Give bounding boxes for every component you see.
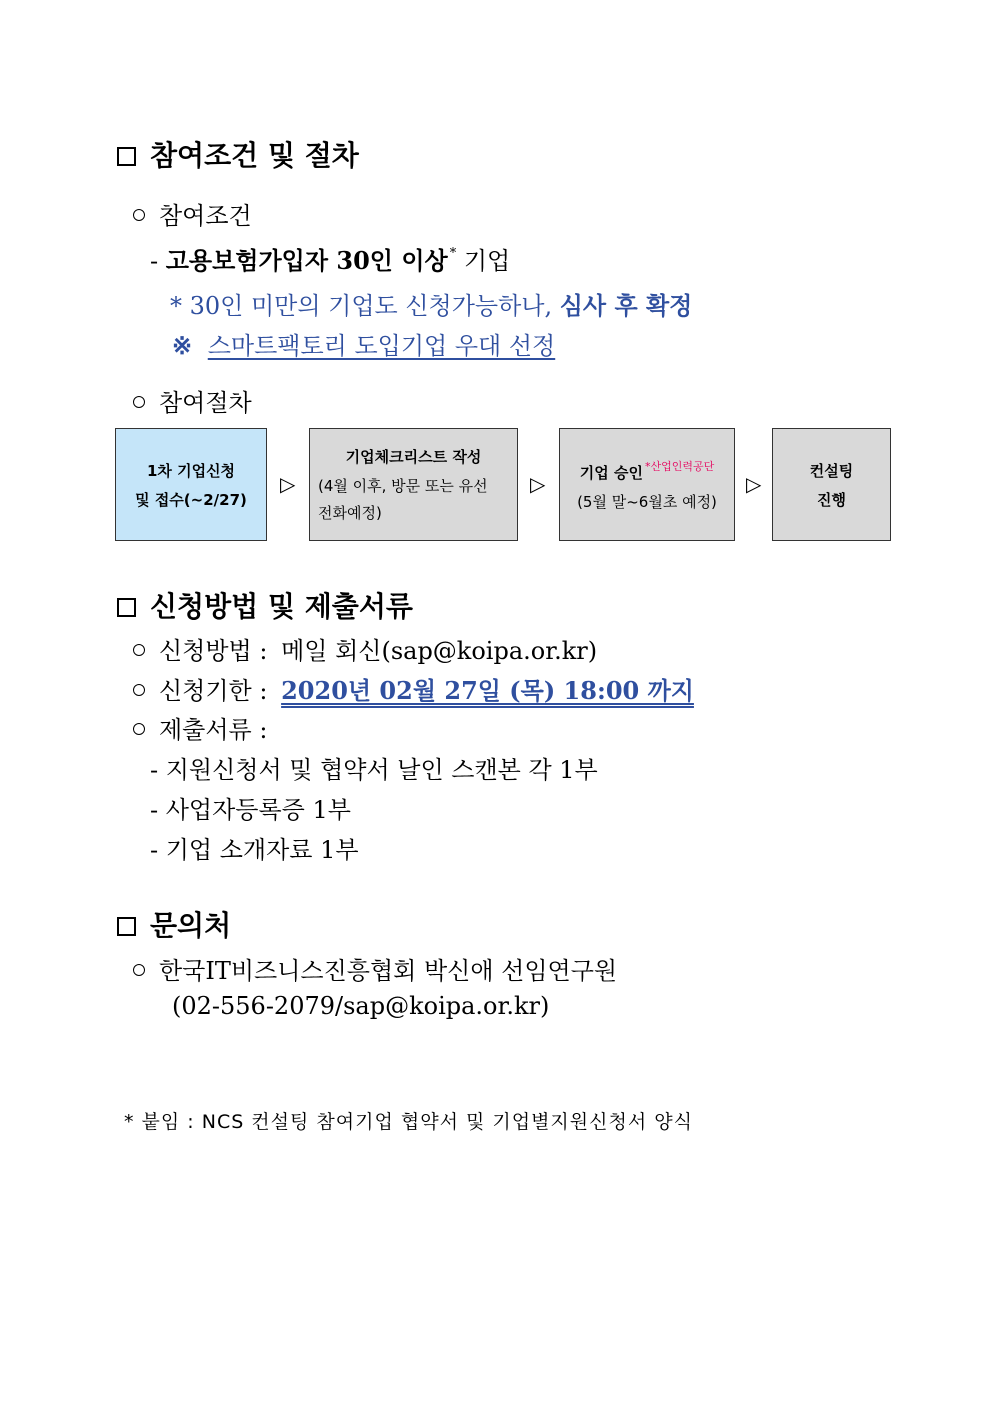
flow-arrow-icon: ▷ — [746, 472, 762, 496]
contact-detail: (02-556-2079/sap@koipa.or.kr) — [172, 992, 550, 1020]
doc-item: - 지원신청서 및 협약서 날인 스캔본 각 1부 — [150, 756, 598, 784]
circle-bullet-icon — [133, 684, 145, 696]
circle-bullet-icon — [133, 723, 145, 735]
section-title-participation: 참여조건 및 절차 — [117, 134, 359, 174]
preference-note: ※ 스마트팩토리 도입기업 우대 선정 — [172, 331, 556, 360]
deadline-line: 신청기한 : 2020년 02월 27일 (목) 18:00 까지 — [133, 671, 694, 706]
flow-step-4: 컨설팅 진행 — [772, 428, 891, 541]
flow-step-3: 기업 승인 $^{*산업인력공단}$ (5월 말~6월초 예정) — [559, 428, 735, 541]
checkbox-square-icon — [117, 917, 136, 936]
conditions-heading: 참여조건 — [133, 196, 252, 231]
attachment-note: * 붙임 : NCS 컨설팅 참여기업 협약서 및 기업별지원신청서 양식 — [124, 1111, 693, 1133]
section-title-application: 신청방법 및 제출서류 — [117, 585, 413, 625]
flow-arrow-icon: ▷ — [280, 472, 296, 496]
flow-step-2: 기업체크리스트 작성 (4월 이후, 방문 또는 유선 전화예정) — [309, 428, 518, 541]
checkbox-square-icon — [117, 598, 136, 617]
doc-item: - 기업 소개자료 1부 — [150, 836, 359, 864]
flow-arrow-icon: ▷ — [530, 472, 546, 496]
procedure-heading: 참여절차 — [133, 383, 252, 418]
method-line: 신청방법 : 메일 회신(sap@koipa.or.kr) — [133, 631, 597, 666]
condition-line: - 고용보험가입자 30인 이상 * 기업 — [150, 246, 511, 275]
circle-bullet-icon — [133, 644, 145, 656]
contact-name: 한국IT비즈니스진흥협회 박신애 선임연구원 — [133, 951, 617, 986]
circle-bullet-icon — [133, 209, 145, 221]
doc-item: - 사업자등록증 1부 — [150, 796, 351, 824]
section-title-contact: 문의처 — [117, 904, 231, 944]
checkbox-square-icon — [117, 147, 136, 166]
circle-bullet-icon — [133, 964, 145, 976]
circle-bullet-icon — [133, 396, 145, 408]
flow-step-1: 1차 기업신청 및 접수(~2/27) — [115, 428, 267, 541]
condition-note: * 30인 미만의 기업도 신청가능하나, 심사 후 확정 — [170, 291, 693, 320]
docs-heading: 제출서류 : — [133, 710, 267, 745]
